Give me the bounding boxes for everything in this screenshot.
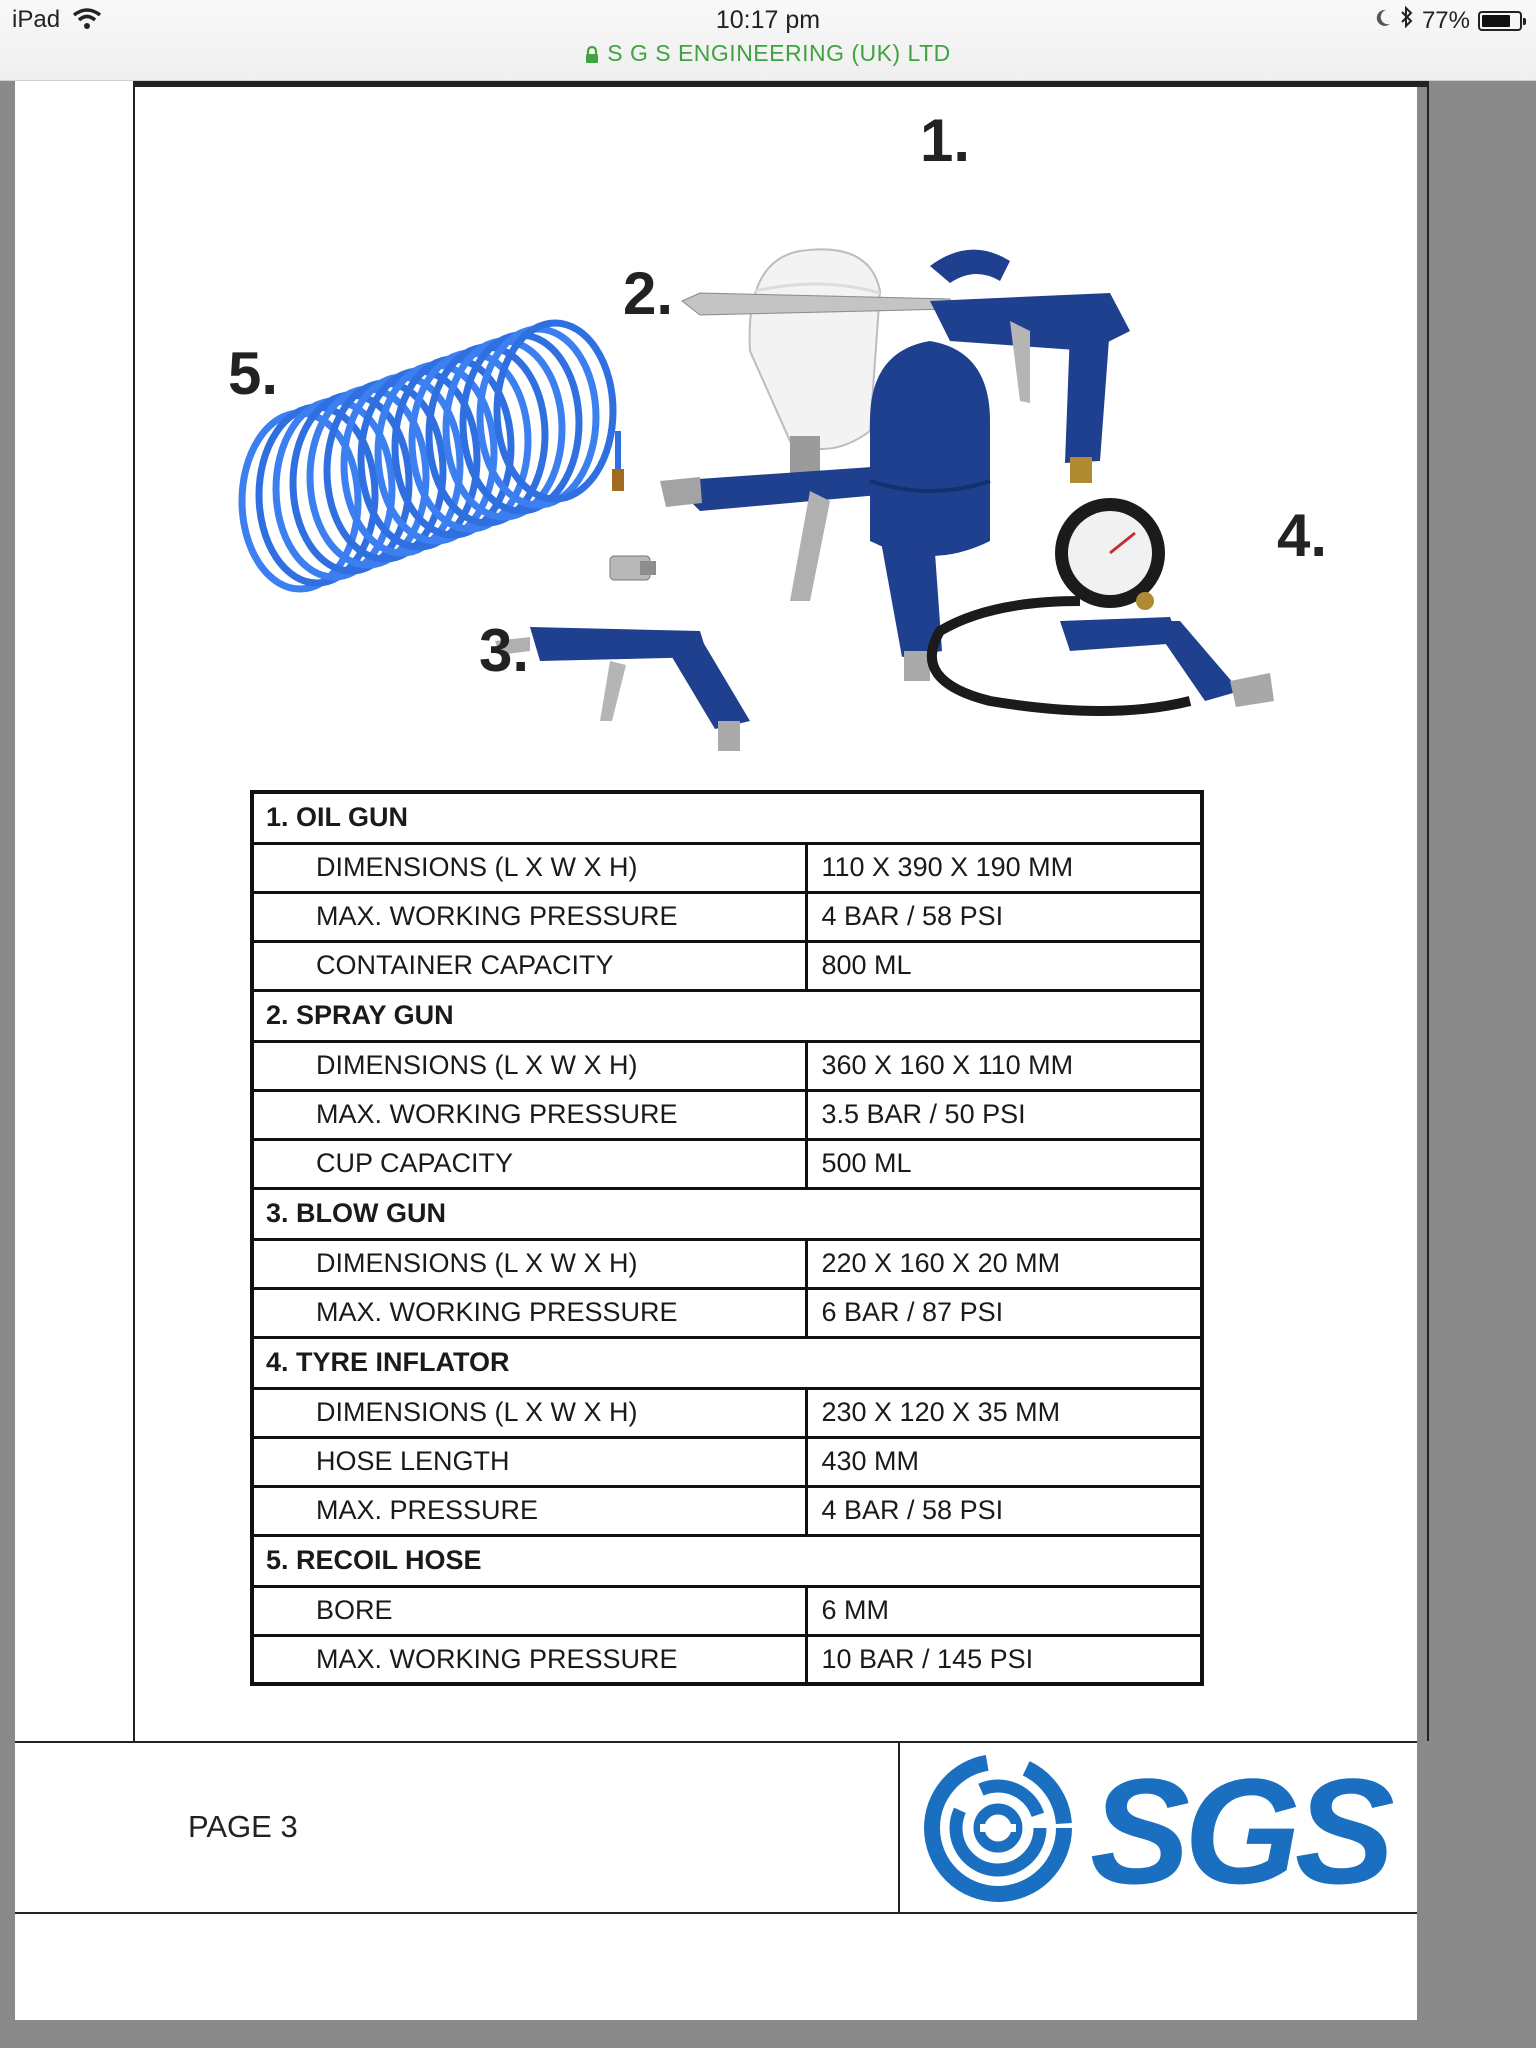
spec-value: 6 BAR / 87 PSI bbox=[806, 1288, 1202, 1337]
section-header-row bbox=[252, 1535, 1202, 1586]
spec-value: 500 ML bbox=[806, 1139, 1202, 1188]
site-title-text: S G S ENGINEERING (UK) LTD bbox=[607, 40, 951, 66]
battery-percent: 77% bbox=[1421, 6, 1470, 34]
section-title: 5. RECOIL HOSE bbox=[252, 1535, 1202, 1586]
spec-row bbox=[252, 1635, 1202, 1684]
spec-label: MAX. WORKING PRESSURE bbox=[252, 1090, 806, 1139]
item-number-5: 5. bbox=[228, 340, 279, 407]
spec-row bbox=[252, 1090, 1202, 1139]
item-number-2: 2. bbox=[623, 260, 674, 327]
section-title: 2. SPRAY GUN bbox=[252, 990, 1202, 1041]
spec-label: MAX. WORKING PRESSURE bbox=[252, 1288, 806, 1337]
spec-row bbox=[252, 1437, 1202, 1486]
spec-label: BORE bbox=[252, 1586, 806, 1635]
spec-label: DIMENSIONS (L X W X H) bbox=[252, 1239, 806, 1288]
spec-label: HOSE LENGTH bbox=[252, 1437, 806, 1486]
status-indicators bbox=[1374, 6, 1522, 35]
bluetooth-icon bbox=[1400, 6, 1414, 35]
spec-value: 800 ML bbox=[806, 941, 1202, 990]
logo-text: SGS bbox=[1090, 1748, 1389, 1908]
spec-row bbox=[252, 941, 1202, 990]
spec-row bbox=[252, 1388, 1202, 1437]
site-title[interactable] bbox=[0, 40, 1536, 69]
section-title: 1. OIL GUN bbox=[252, 792, 1202, 843]
spec-label: DIMENSIONS (L X W X H) bbox=[252, 843, 806, 892]
spec-label: MAX. WORKING PRESSURE bbox=[252, 1635, 806, 1684]
item-number-3: 3. bbox=[479, 617, 530, 684]
footer-divider bbox=[898, 1743, 900, 1912]
document-page[interactable] bbox=[15, 81, 1417, 2020]
spec-row bbox=[252, 1486, 1202, 1535]
spec-value: 3.5 BAR / 50 PSI bbox=[806, 1090, 1202, 1139]
spec-label: DIMENSIONS (L X W X H) bbox=[252, 1388, 806, 1437]
clock: 10:17 pm bbox=[715, 6, 821, 34]
viewer-margin-left bbox=[0, 81, 15, 2048]
spec-value: 4 BAR / 58 PSI bbox=[806, 1486, 1202, 1535]
spec-label: CONTAINER CAPACITY bbox=[252, 941, 806, 990]
oil-gun-image bbox=[682, 250, 1130, 556]
status-bar bbox=[0, 0, 1536, 81]
spec-value: 360 X 160 X 110 MM bbox=[806, 1041, 1202, 1090]
lock-icon bbox=[585, 42, 599, 69]
section-header-row bbox=[252, 990, 1202, 1041]
spec-value: 10 BAR / 145 PSI bbox=[806, 1635, 1202, 1684]
section-title: 3. BLOW GUN bbox=[252, 1188, 1202, 1239]
spec-row bbox=[252, 843, 1202, 892]
section-header-row bbox=[252, 1337, 1202, 1388]
page-number: PAGE 3 bbox=[188, 1809, 298, 1844]
spec-row bbox=[252, 1041, 1202, 1090]
specification-table bbox=[250, 790, 1204, 1686]
recoil-hose-image bbox=[242, 323, 656, 589]
section-title: 4. TYRE INFLATOR bbox=[252, 1337, 1202, 1388]
spec-row bbox=[252, 1239, 1202, 1288]
spec-value: 6 MM bbox=[806, 1586, 1202, 1635]
moon-icon bbox=[1374, 7, 1392, 35]
sgs-logo bbox=[920, 1748, 1410, 1908]
device-name: iPad bbox=[12, 6, 61, 33]
section-header-row bbox=[252, 792, 1202, 843]
item-number-4: 4. bbox=[1277, 502, 1328, 569]
blow-gun-image bbox=[495, 627, 750, 751]
spec-row bbox=[252, 1586, 1202, 1635]
product-photo bbox=[230, 181, 1370, 781]
spec-row bbox=[252, 1139, 1202, 1188]
spec-row bbox=[252, 892, 1202, 941]
spec-value: 110 X 390 X 190 MM bbox=[806, 843, 1202, 892]
spec-label: DIMENSIONS (L X W X H) bbox=[252, 1041, 806, 1090]
viewer-margin-bottom bbox=[0, 2020, 1536, 2048]
page-footer bbox=[15, 1741, 1417, 1914]
spec-label: MAX. PRESSURE bbox=[252, 1486, 806, 1535]
spec-label: MAX. WORKING PRESSURE bbox=[252, 892, 806, 941]
spec-value: 220 X 160 X 20 MM bbox=[806, 1239, 1202, 1288]
spec-label: CUP CAPACITY bbox=[252, 1139, 806, 1188]
spec-value: 430 MM bbox=[806, 1437, 1202, 1486]
item-number-1: 1. bbox=[920, 107, 971, 174]
section-header-row bbox=[252, 1188, 1202, 1239]
spec-value: 230 X 120 X 35 MM bbox=[806, 1388, 1202, 1437]
spec-value: 4 BAR / 58 PSI bbox=[806, 892, 1202, 941]
viewer-margin-right bbox=[1417, 81, 1536, 2048]
spec-row bbox=[252, 1288, 1202, 1337]
battery-icon bbox=[1478, 11, 1522, 31]
